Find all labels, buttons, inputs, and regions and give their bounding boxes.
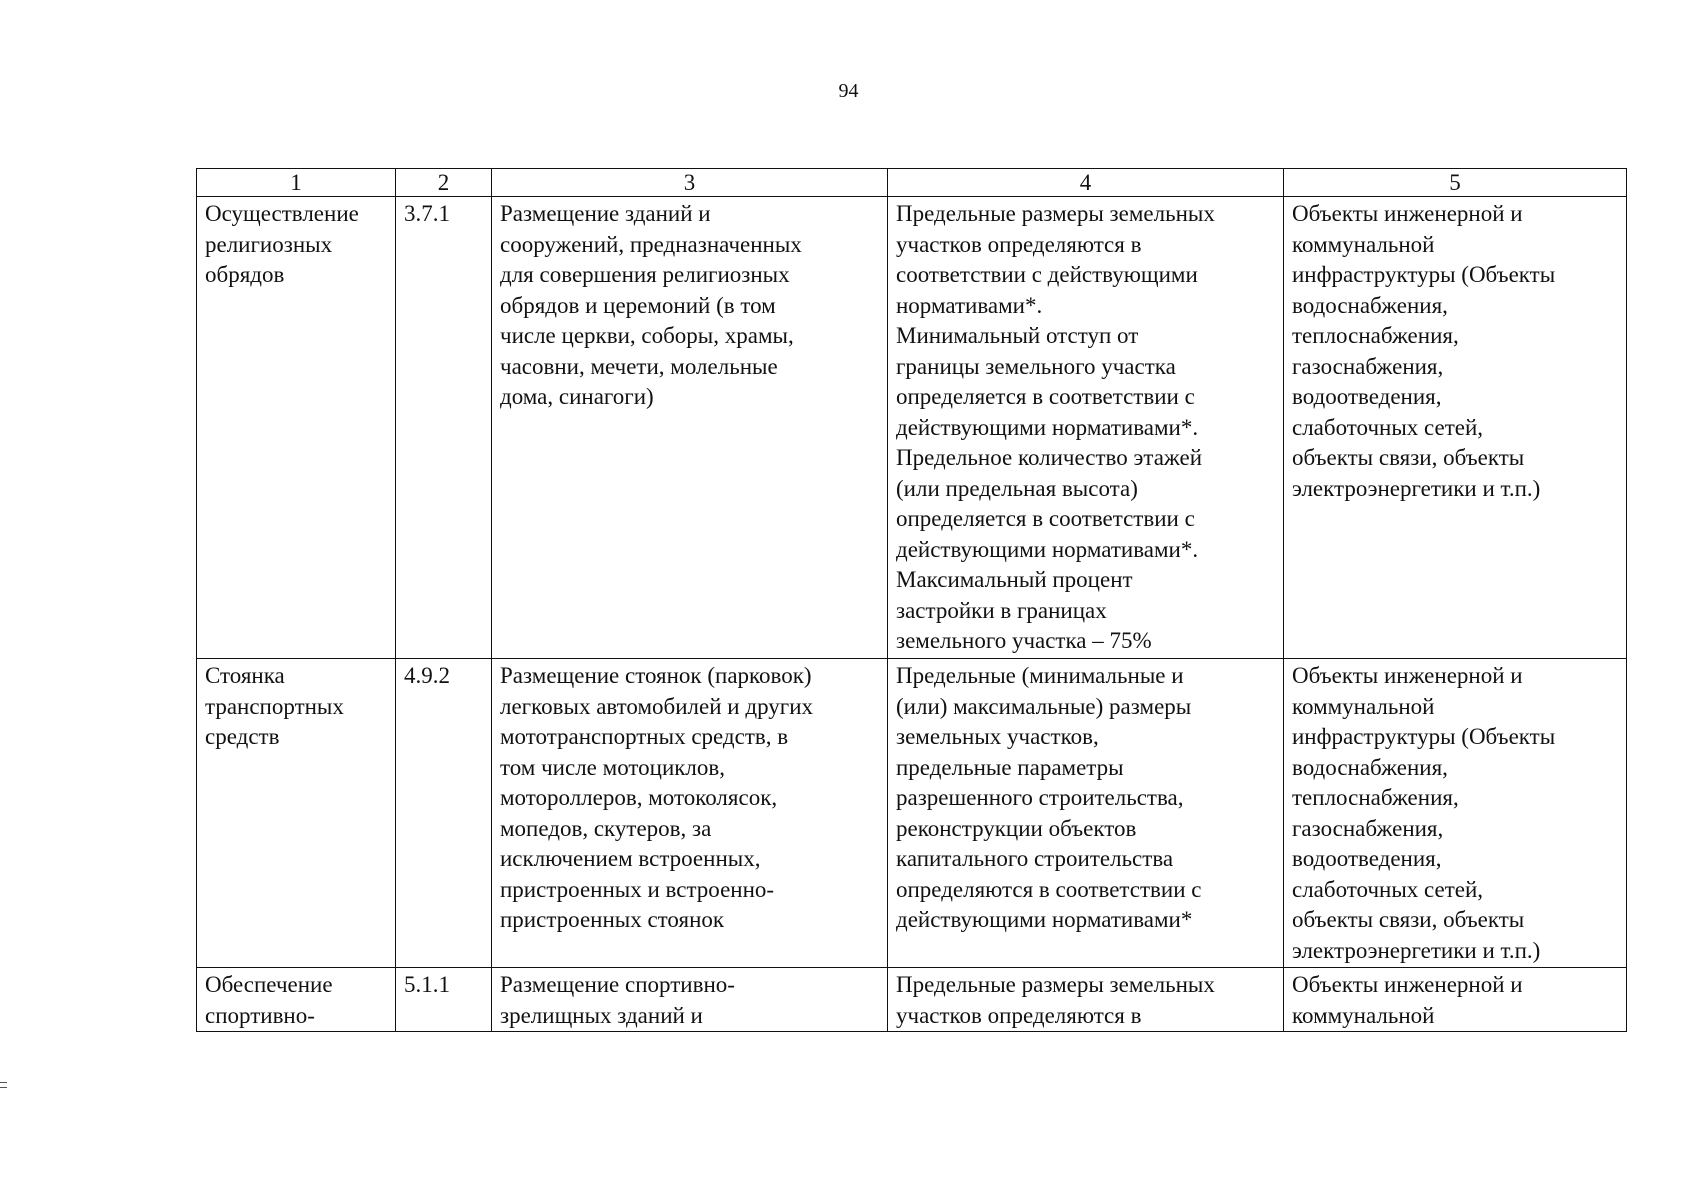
use-parameters-cell bbox=[888, 197, 1284, 659]
use-code-cell bbox=[396, 659, 492, 968]
land-use-table bbox=[196, 168, 1627, 1032]
use-name-cell bbox=[197, 197, 396, 659]
use-infrastructure: Объекты инженерной и коммунальной инфраструктуры (Объекты водоснабжения, теплоснабжения, газоснабжения, водоотведения, слаботочных сетей, объекты связи, объекты электроэнергетики и т.п.) bbox=[1292, 201, 1556, 501]
use-description-cell bbox=[492, 659, 888, 968]
table-row bbox=[197, 197, 1627, 659]
use-infrastructure: Объекты инженерной и коммунальной инфраструктуры (Объекты водоснабжения, теплоснабжения, газоснабжения, водоотведения, слаботочных сетей, объекты связи, объекты электроэнергетики и т.п.) bbox=[1292, 663, 1556, 963]
use-description: Размещение спортивно- зрелищных зданий и bbox=[500, 972, 735, 1028]
use-code: 3.7.1 bbox=[404, 201, 450, 226]
use-parameters: Предельные размеры земельных участков определяются в bbox=[896, 972, 1215, 1028]
use-description: Размещение стоянок (парковок) легковых автомобилей и других мототранспортных средств, в том числе мотоциклов, мотороллеров, мотоколясок, мопедов, скутеров, за исключением встроенных, пристроенных и встроенно- пристроенных стоянок bbox=[500, 663, 814, 932]
use-parameters: Предельные размеры земельных участков определяются в соответствии с действующими нормативами*. Минимальный отступ от границы земельного участка определяется в соответствии с действующими нормативами*. Предельное количество этажей (или предельная высота) определяется в соответствии с действующими нормативами*. Максимальный процент застройки в границах земельного участка – 75% bbox=[896, 201, 1215, 653]
use-name-cell bbox=[197, 659, 396, 968]
use-description-cell bbox=[492, 197, 888, 659]
use-description-cell bbox=[492, 968, 888, 1032]
use-name: Обеспечение спортивно- bbox=[205, 972, 333, 1028]
column-header: 1 bbox=[197, 169, 396, 197]
use-parameters-cell bbox=[888, 659, 1284, 968]
column-header: 4 bbox=[888, 169, 1284, 197]
table-row bbox=[197, 968, 1627, 1032]
use-name: Стоянка транспортных средств bbox=[205, 663, 344, 749]
column-header: 3 bbox=[492, 169, 888, 197]
use-name-cell bbox=[197, 968, 396, 1032]
use-description: Размещение зданий и сооружений, предназначенных для совершения религиозных обрядов и церемоний (в том числе церкви, соборы, храмы, часовни, мечети, молельные дома, синагоги) bbox=[500, 201, 802, 409]
use-name: Осуществление религиозных обрядов bbox=[205, 201, 359, 287]
use-code: 5.1.1 bbox=[404, 972, 450, 997]
use-infrastructure-cell bbox=[1284, 197, 1627, 659]
use-parameters-cell bbox=[888, 968, 1284, 1032]
scan-edge-mark bbox=[0, 1082, 7, 1088]
column-header: 5 bbox=[1284, 169, 1627, 197]
use-code-cell bbox=[396, 197, 492, 659]
use-infrastructure-cell bbox=[1284, 659, 1627, 968]
page-number: 94 bbox=[838, 80, 859, 102]
table-header-row bbox=[197, 169, 1627, 197]
use-code: 4.9.2 bbox=[404, 663, 450, 688]
use-infrastructure: Объекты инженерной и коммунальной bbox=[1292, 972, 1523, 1028]
use-infrastructure-cell bbox=[1284, 968, 1627, 1032]
column-header: 2 bbox=[396, 169, 492, 197]
use-parameters: Предельные (минимальные и (или) максимальные) размеры земельных участков, предельные параметры разрешенного строительства, реконструкции объектов капитального строительства определяются в соответствии с действующими нормативами* bbox=[896, 663, 1202, 932]
table-row bbox=[197, 659, 1627, 968]
use-code-cell bbox=[396, 968, 492, 1032]
